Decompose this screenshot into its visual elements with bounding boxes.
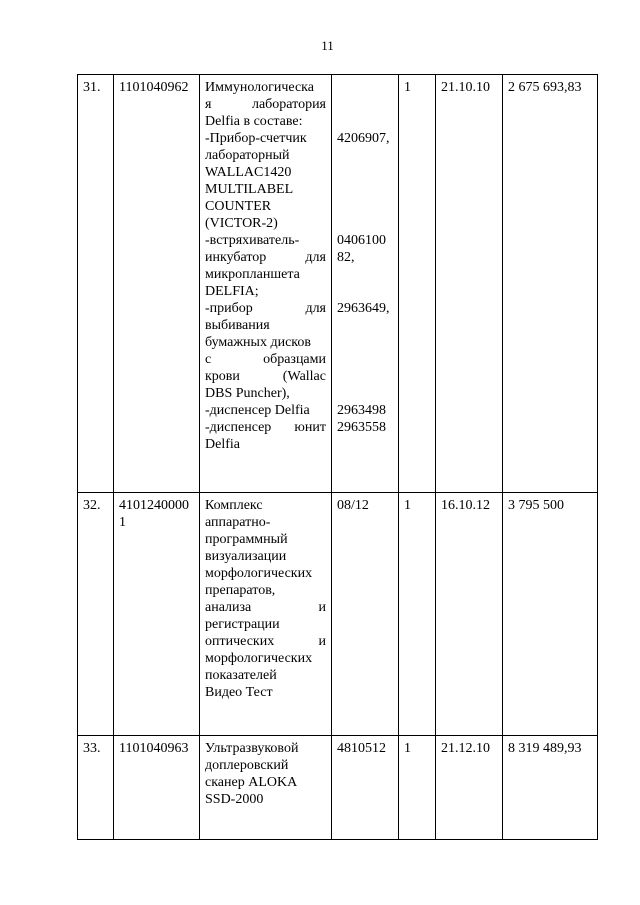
name-line: с образцами (205, 352, 326, 367)
inventory-code (114, 493, 200, 736)
name-line: Delfia (205, 437, 240, 452)
table-row (78, 736, 598, 840)
serial-line: 2963558 (337, 420, 386, 435)
serial-line (337, 96, 393, 113)
name-line: оптических и (205, 634, 326, 649)
name-line: WALLAC1420 (205, 165, 292, 180)
serial-line (337, 215, 393, 232)
name-line: DBS Puncher), (205, 386, 290, 401)
book-value: 3 795 500 (503, 493, 598, 736)
code-line: 1 (119, 515, 126, 530)
name-line: -Прибор-счетчик (205, 131, 307, 146)
name-line: морфологических (205, 651, 313, 666)
code-line: 4101240000 (119, 498, 189, 513)
name-line: регистрации (205, 617, 280, 632)
name-line: бумажных дисков (205, 335, 311, 350)
name-line: SSD-2000 (205, 792, 264, 807)
serial-line (337, 283, 393, 300)
name-line: морфологических (205, 566, 313, 581)
name-line: визуализации (205, 549, 287, 564)
name-line: -встряхиватель- (205, 233, 300, 248)
serial-line (337, 181, 393, 198)
serial-number: 08/12 (332, 493, 399, 736)
book-value: 2 675 693,83 (503, 75, 598, 493)
serial-line (337, 79, 393, 96)
name-line: инкубатор для (205, 250, 326, 265)
name-line: DELFIA; (205, 284, 259, 299)
row-number: 31. (78, 75, 114, 493)
book-value: 8 319 489,93 (503, 736, 598, 840)
commission-date: 16.10.12 (436, 493, 503, 736)
serial-line (337, 198, 393, 215)
serial-line (337, 266, 393, 283)
serial-line (337, 147, 393, 164)
serial-line: 4206907, (337, 131, 390, 146)
name-line: (VICTOR-2) (205, 216, 278, 231)
serial-line: 82, (337, 250, 355, 265)
name-line: лабораторный (205, 148, 290, 163)
name-line: Видео Тест (205, 685, 273, 700)
name-line: сканер ALOKA (205, 775, 298, 790)
serial-number: 4810512 (332, 736, 399, 840)
name-line: программный (205, 532, 288, 547)
name-line: -прибор для (205, 301, 326, 316)
serial-line (337, 436, 393, 453)
name-line: MULTILABEL (205, 182, 294, 197)
serial-line (337, 317, 393, 334)
table-row (78, 75, 598, 493)
name-line: Ультразвуковой (205, 741, 299, 756)
inventory-code: 1101040963 (114, 736, 200, 840)
name-line: аппаратно- (205, 515, 271, 530)
name-line: препаратов, (205, 583, 276, 598)
item-name (200, 75, 332, 493)
quantity: 1 (399, 493, 436, 736)
name-line: анализа и (205, 600, 326, 615)
row-number: 32. (78, 493, 114, 736)
serial-line (337, 164, 393, 181)
commission-date: 21.12.10 (436, 736, 503, 840)
inventory-table (77, 74, 598, 840)
serial-line (337, 334, 393, 351)
serial-numbers (332, 75, 399, 493)
serial-line (337, 385, 393, 402)
quantity: 1 (399, 736, 436, 840)
name-line: доплеровский (205, 758, 289, 773)
serial-line (337, 113, 393, 130)
row-number: 33. (78, 736, 114, 840)
serial-line: 0406100 (337, 233, 386, 248)
quantity: 1 (399, 75, 436, 493)
commission-date: 21.10.10 (436, 75, 503, 493)
serial-line: 2963498 (337, 403, 386, 418)
name-line: COUNTER (205, 199, 272, 214)
name-line: -диспенсер юнит (205, 420, 326, 435)
serial-line (337, 351, 393, 368)
name-line: -диспенсер Delfia (205, 403, 310, 418)
item-name (200, 736, 332, 840)
item-name (200, 493, 332, 736)
serial-line: 2963649, (337, 301, 390, 316)
name-line: крови (Wallac (205, 369, 326, 384)
name-line: выбивания (205, 318, 270, 333)
name-line: микропланшета (205, 267, 300, 282)
name-line: я лаборатория (205, 97, 326, 112)
serial-line (337, 368, 393, 385)
name-line: показателей (205, 668, 277, 683)
name-line: Delfia в составе: (205, 114, 303, 129)
inventory-code: 1101040962 (114, 75, 200, 493)
name-line: Комплекс (205, 498, 263, 513)
page-number: 11 (321, 38, 334, 53)
name-line: Иммунологическа (205, 80, 314, 95)
table-row (78, 493, 598, 736)
